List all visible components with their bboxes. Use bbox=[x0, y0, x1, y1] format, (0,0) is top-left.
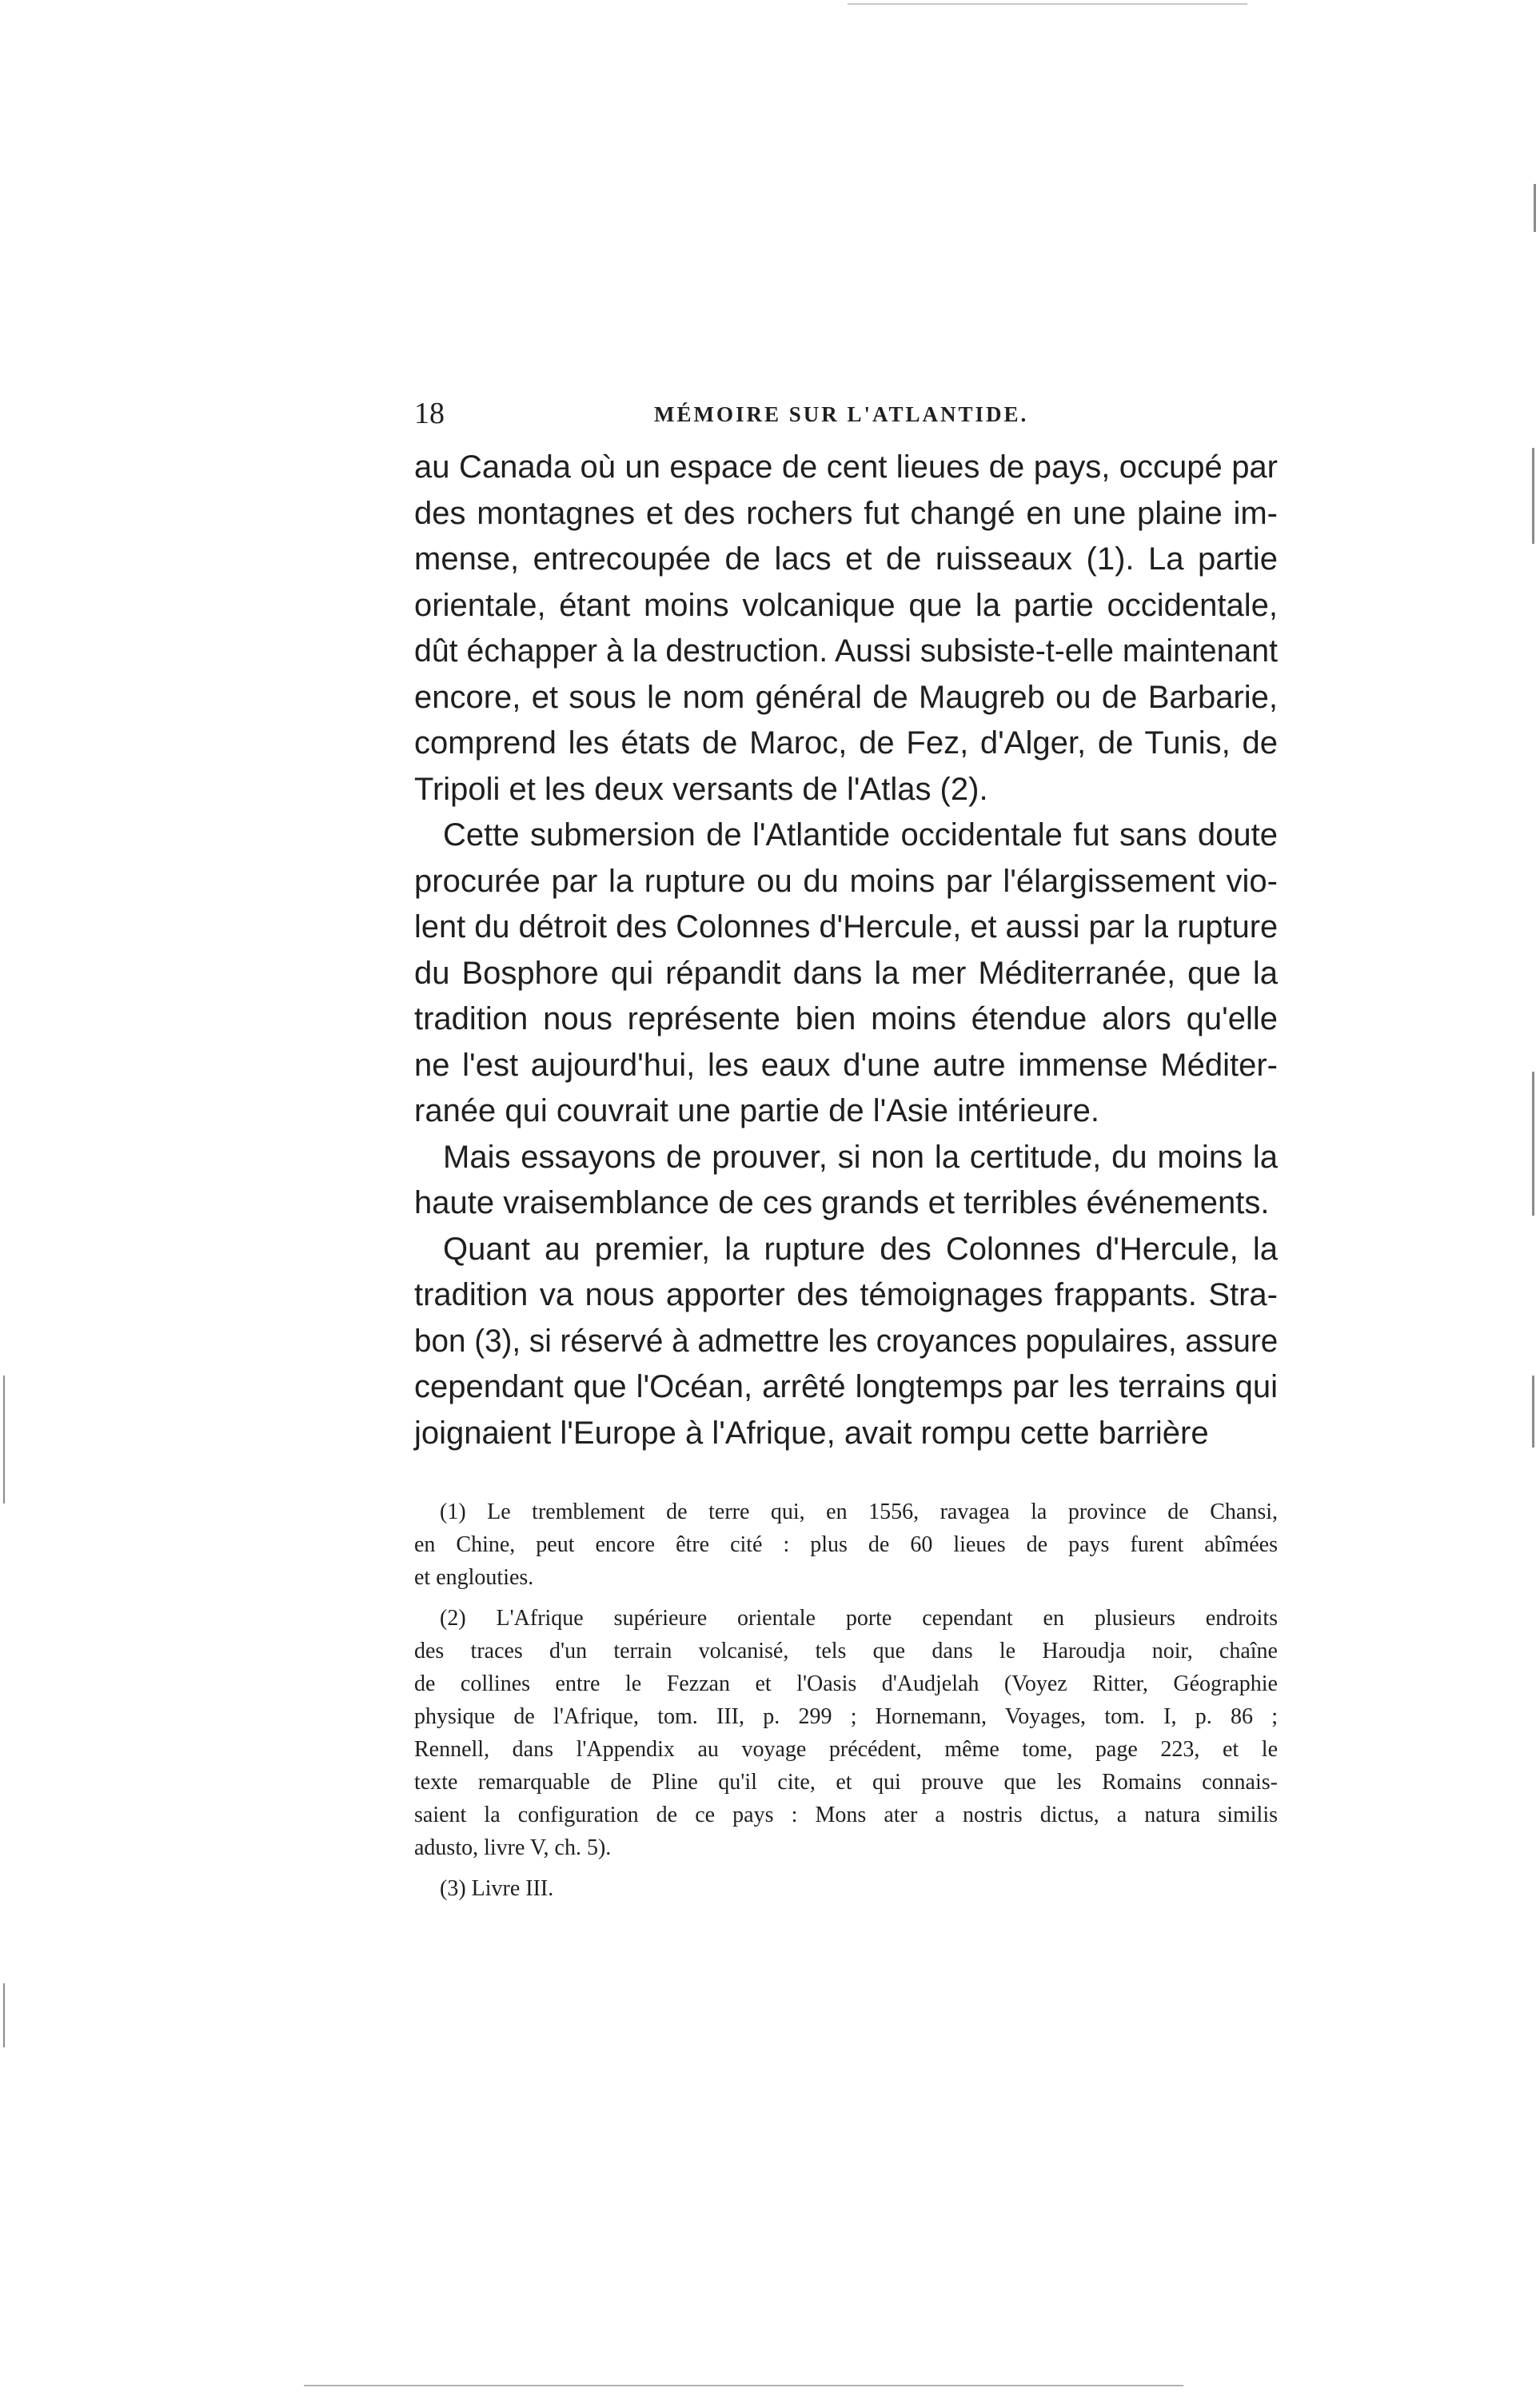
scan-edge-mark bbox=[3, 1376, 5, 1503]
running-title: MÉMOIRE SUR L'ATLANTIDE. bbox=[654, 402, 1029, 426]
footnote-line: saient la configuration de ce pays : Mons ater a nostris dictus, a natura similis bbox=[414, 1803, 1278, 1827]
text-line: du Bosphore qui répandit dans la mer Méditerranée, que la bbox=[414, 955, 1278, 991]
footnote-line: en Chine, peut encore être cité : plus de 60 lieues de pays furent abîmées bbox=[414, 1532, 1278, 1557]
scan-edge-mark bbox=[1532, 1072, 1534, 1216]
scan-edge-mark bbox=[1532, 1376, 1534, 1448]
text-line: haute vraisemblance de ces grands et terribles événements. bbox=[414, 1185, 1270, 1220]
footnote-line: texte remarquable de Pline qu'il cite, et qui prouve que les Romains connais- bbox=[414, 1770, 1278, 1795]
footnotes bbox=[414, 1496, 1278, 1913]
paragraph bbox=[414, 1135, 1278, 1227]
footnote-line: Rennell, dans l'Appendix au voyage précédent, même tome, page 223, et le bbox=[414, 1737, 1278, 1762]
text-line: comprend les états de Maroc, de Fez, d'Alger, de Tunis, de bbox=[414, 725, 1278, 761]
footnote-line: physique de l'Afrique, tom. III, p. 299 ; Hornemann, Voyages, tom. I, p. 86 ; bbox=[414, 1704, 1278, 1729]
footnote-line: (2) L'Afrique supérieure orientale porte cependant en plusieurs endroits bbox=[440, 1606, 1278, 1631]
scan-edge-mark bbox=[1534, 184, 1536, 232]
text-line: tradition va nous apporter des témoignages frappants. Stra- bbox=[414, 1277, 1278, 1312]
body-text bbox=[414, 445, 1278, 1456]
text-line: ne l'est aujourd'hui, les eaux d'une autre immense Méditer- bbox=[414, 1047, 1278, 1083]
text-line: au Canada où un espace de cent lieues de pays, occupé par bbox=[414, 449, 1278, 485]
paragraph bbox=[414, 1227, 1278, 1457]
running-head bbox=[414, 393, 1278, 433]
text-line: lent du détroit des Colonnes d'Hercule, et aussi par la rupture bbox=[414, 909, 1279, 944]
paragraph bbox=[414, 445, 1278, 813]
text-line: dût échapper à la destruction. Aussi subsiste-t-elle maintenant bbox=[414, 633, 1278, 669]
text-line: des montagnes et des rochers fut changé en une plaine im- bbox=[414, 495, 1278, 531]
footnote-line: de collines entre le Fezzan et l'Oasis d'Audjelah (Voyez Ritter, Géographie bbox=[414, 1671, 1278, 1696]
scan-edge-mark bbox=[3, 1983, 5, 2047]
scan-bottom-mark bbox=[304, 2385, 1183, 2386]
text-line: cependant que l'Océan, arrêté longtemps par les terrains qui bbox=[414, 1369, 1278, 1404]
text-line: procurée par la rupture ou du moins par l'élargissement vio- bbox=[414, 863, 1278, 899]
text-line: Quant au premier, la rupture des Colonnes d'Hercule, la bbox=[443, 1231, 1278, 1267]
footnote-line: adusto, livre V, ch. 5). bbox=[414, 1835, 612, 1860]
footnote-line: (1) Le tremblement de terre qui, en 1556, ravagea la province de Chansi, bbox=[440, 1499, 1278, 1524]
footnote-line: (3) Livre III. bbox=[440, 1876, 554, 1901]
text-line: joignaient l'Europe à l'Afrique, avait rompu cette barrière bbox=[414, 1415, 1209, 1451]
paragraph bbox=[414, 813, 1278, 1135]
scan-top-mark bbox=[848, 3, 1247, 5]
text-line: mense, entrecoupée de lacs et de ruisseaux (1). La partie bbox=[414, 541, 1278, 577]
scan-edge-mark bbox=[1532, 448, 1534, 544]
text-line: Tripoli et les deux versants de l'Atlas (2). bbox=[414, 771, 988, 807]
text-line: Cette submersion de l'Atlantide occidentale fut sans doute bbox=[443, 817, 1278, 853]
text-line: encore, et sous le nom général de Maugreb ou de Barbarie, bbox=[414, 679, 1278, 715]
footnote bbox=[414, 1496, 1278, 1594]
footnote-line: des traces d'un terrain volcanisé, tels que dans le Haroudja noir, chaîne bbox=[414, 1639, 1278, 1663]
text-line: tradition nous représente bien moins étendue alors qu'elle bbox=[414, 1001, 1278, 1036]
text-line: Mais essayons de prouver, si non la certitude, du moins la bbox=[443, 1139, 1278, 1175]
page-number: 18 bbox=[414, 397, 445, 430]
text-line: orientale, étant moins volcanique que la partie occidentale, bbox=[414, 587, 1278, 623]
text-line: ranée qui couvrait une partie de l'Asie intérieure. bbox=[414, 1093, 1100, 1128]
footnote-line: et englouties. bbox=[414, 1565, 534, 1590]
text-line: bon (3), si réservé à admettre les croyances populaires, assure bbox=[414, 1323, 1279, 1359]
footnote bbox=[414, 1872, 1278, 1905]
footnote bbox=[414, 1602, 1278, 1864]
